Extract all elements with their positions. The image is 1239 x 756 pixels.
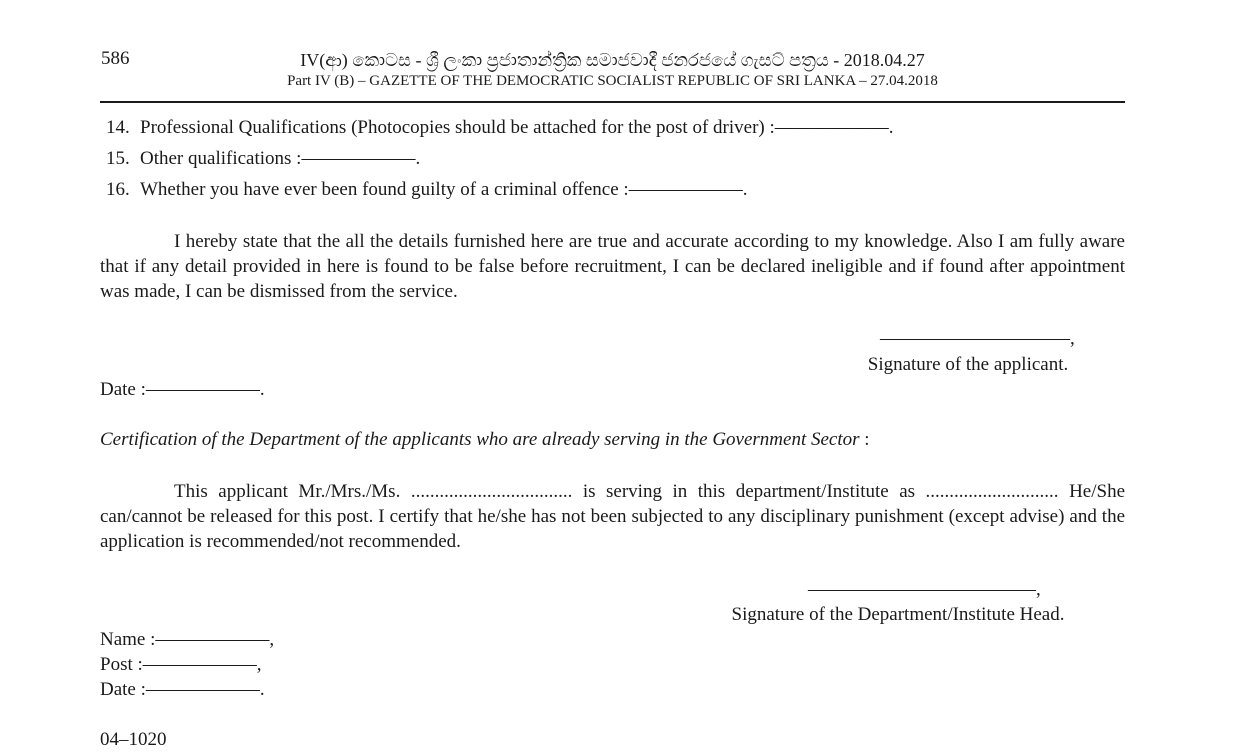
header-rule: [100, 101, 1125, 103]
reference-code: 04–1020: [100, 729, 167, 750]
item-number: 14.: [106, 117, 130, 138]
item-number: 16.: [106, 179, 130, 200]
declaration-text: I hereby state that the all the details furnished here are true and accurate according to my knowledge. Also I am fully aware that if any detail provided in here is found to be false before recruitment, I can be declared ineligible and if found after appointment was made, I can be dismissed from the service.: [100, 231, 1125, 302]
item-text: Other qualifications :——————.: [140, 148, 421, 169]
date-field: Date :——————.: [100, 679, 265, 700]
item-text: Professional Qualifications (Photocopies should be attached for the post of driver) :——————.: [140, 117, 894, 138]
applicant-signature-label: Signature of the applicant.: [867, 354, 1069, 375]
certification-heading-colon: :: [859, 429, 870, 450]
applicant-date-field: Date :——————.: [100, 379, 265, 400]
item-15: [106, 148, 420, 170]
sinhala-header-title: IV(ආ) කොටස - ශ්‍රී ලංකා ප්‍රජාතාන්ත්‍රික සමාජවාදී ජනරජයේ ගැසට් පත්‍රය - 2018.04.27: [300, 50, 925, 70]
certification-paragraph: [100, 479, 1125, 554]
page-number: 586: [101, 48, 130, 69]
item-number: 15.: [106, 148, 130, 169]
certification-heading-text: Certification of the Department of the applicants who are already serving in the Government Sector: [100, 429, 860, 450]
certification-heading: [100, 429, 870, 451]
name-field: Name :——————,: [100, 629, 275, 650]
item-16: [106, 179, 747, 201]
head-signature-label: Signature of the Department/Institute Head.: [731, 604, 1065, 625]
declaration-paragraph: [100, 229, 1125, 304]
certification-body-text: This applicant Mr./Mrs./Ms. .................................. is serving in this department/Institute as ............................ He/She can/cannot be released for this post. I certify that he/she has not been subjected to any disciplinary punishment (except advise) and the application is recommended/not recommended.: [100, 481, 1125, 552]
item-text: Whether you have ever been found guilty of a criminal offence :——————.: [140, 179, 748, 200]
post-field: Post :——————,: [100, 654, 262, 675]
head-signature-line: ————————————,: [808, 579, 1041, 600]
item-14: [106, 117, 894, 139]
applicant-signature-line: ——————————,: [880, 328, 1075, 349]
english-header-title: Part IV (B) – GAZETTE OF THE DEMOCRATIC SOCIALIST REPUBLIC OF SRI LANKA – 27.04.2018: [287, 73, 938, 89]
